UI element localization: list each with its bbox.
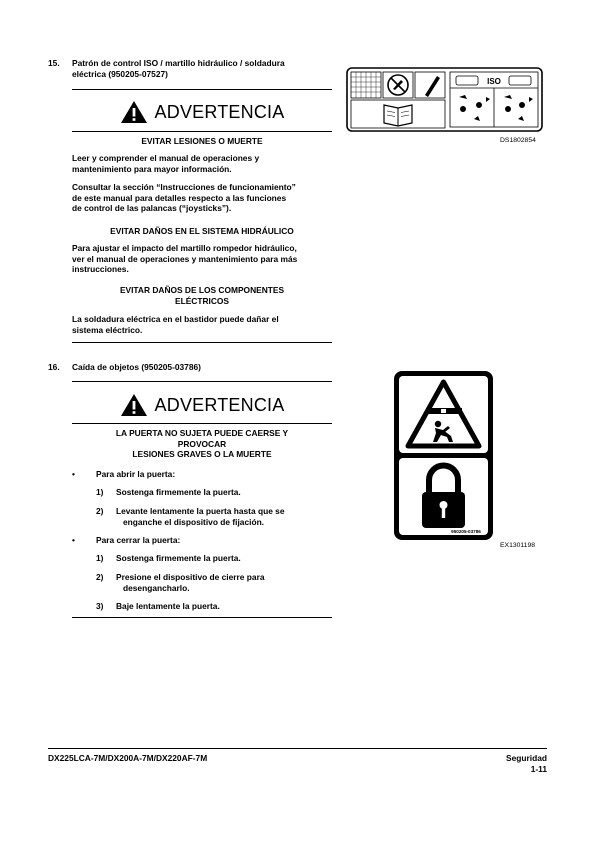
subheading-hydraulic: EVITAR DAÑOS EN EL SISTEMA HIDRÁULICO xyxy=(110,226,294,236)
paragraph-joysticks: Consultar la sección “Instrucciones de funcionamiento” de este manual para detalles respecto a las funciones de control de las palancas (“joysticks”). xyxy=(72,182,296,214)
bullet: • xyxy=(72,535,75,545)
paragraph-welding: La soldadura eléctrica en el bastidor puede dañar el sistema eléctrico. xyxy=(72,314,279,335)
close-step-1: Sostenga firmemente la puerta. xyxy=(116,553,241,563)
section-16-number: 16. xyxy=(48,362,60,372)
warning-word: ADVERTENCIA xyxy=(154,102,285,122)
figure-caption-15: DS1802854 xyxy=(500,137,536,144)
section-15-number: 15. xyxy=(48,58,60,68)
footer-section: Seguridad xyxy=(506,753,547,763)
section-15-end-rule xyxy=(72,342,332,343)
warning-top-rule xyxy=(72,89,332,90)
list-number: 2) xyxy=(96,506,104,516)
list-number: 1) xyxy=(96,553,104,563)
paragraph-read-manual: Leer y comprender el manual de operaciones y mantenimiento para mayor información. xyxy=(72,153,260,174)
warning-word: ADVERTENCIA xyxy=(154,395,285,415)
list-number: 1) xyxy=(96,487,104,497)
subheading-electrical: EVITAR DAÑOS DE LOS COMPONENTES ELÉCTRICOS xyxy=(119,285,285,306)
warning-bottom-rule xyxy=(72,423,332,424)
decal-part-number: 950205-03786 xyxy=(451,529,481,534)
section-16-end-rule xyxy=(72,617,332,618)
iso-logo-text: ISO xyxy=(487,77,501,86)
subheading-avoid-injury: EVITAR LESIONES O MUERTE xyxy=(141,136,263,146)
iso-control-decal xyxy=(346,67,543,132)
warning-triangle-icon xyxy=(120,100,148,124)
close-door-label: Para cerrar la puerta: xyxy=(96,535,181,545)
falling-object-decal xyxy=(393,370,494,541)
warning-bottom-rule xyxy=(72,131,332,132)
paragraph-hammer: Para ajustar el impacto del martillo rompedor hidráulico, ver el manual de operaciones y mantenimiento para más instrucciones. xyxy=(72,243,298,275)
figure-caption-16: EX1301198 xyxy=(500,542,536,549)
close-step-2: Presione el dispositivo de cierre para desengancharlo. xyxy=(116,572,265,593)
manual-book-icon xyxy=(384,105,412,126)
warning-top-rule xyxy=(72,381,332,382)
footer-page-number: 1-11 xyxy=(530,764,547,774)
open-door-label: Para abrir la puerta: xyxy=(96,469,176,479)
section-15-title: Patrón de control ISO / martillo hidráulico / soldadura eléctrica (950205-07527) xyxy=(72,58,285,79)
list-number: 2) xyxy=(96,572,104,582)
footer-model: DX225LCA-7M/DX200A-7M/DX220AF-7M xyxy=(48,753,208,763)
close-step-3: Baje lentamente la puerta. xyxy=(116,601,220,611)
open-step-1: Sostenga firmemente la puerta. xyxy=(116,487,241,497)
open-step-2: Levante lentamente la puerta hasta que se enganche el dispositivo de fijación. xyxy=(116,506,285,527)
list-number: 3) xyxy=(96,601,104,611)
subheading-door-fall: LA PUERTA NO SUJETA PUEDE CAERSE Y PROVOCAR LESIONES GRAVES O LA MUERTE xyxy=(115,428,289,460)
warning-triangle-icon xyxy=(120,393,148,417)
warning-header-15 xyxy=(72,99,332,125)
section-16-title: Caída de objetos (950205-03786) xyxy=(72,362,201,372)
footer-rule xyxy=(48,748,547,749)
bullet: • xyxy=(72,469,75,479)
warning-header-16 xyxy=(72,392,332,418)
